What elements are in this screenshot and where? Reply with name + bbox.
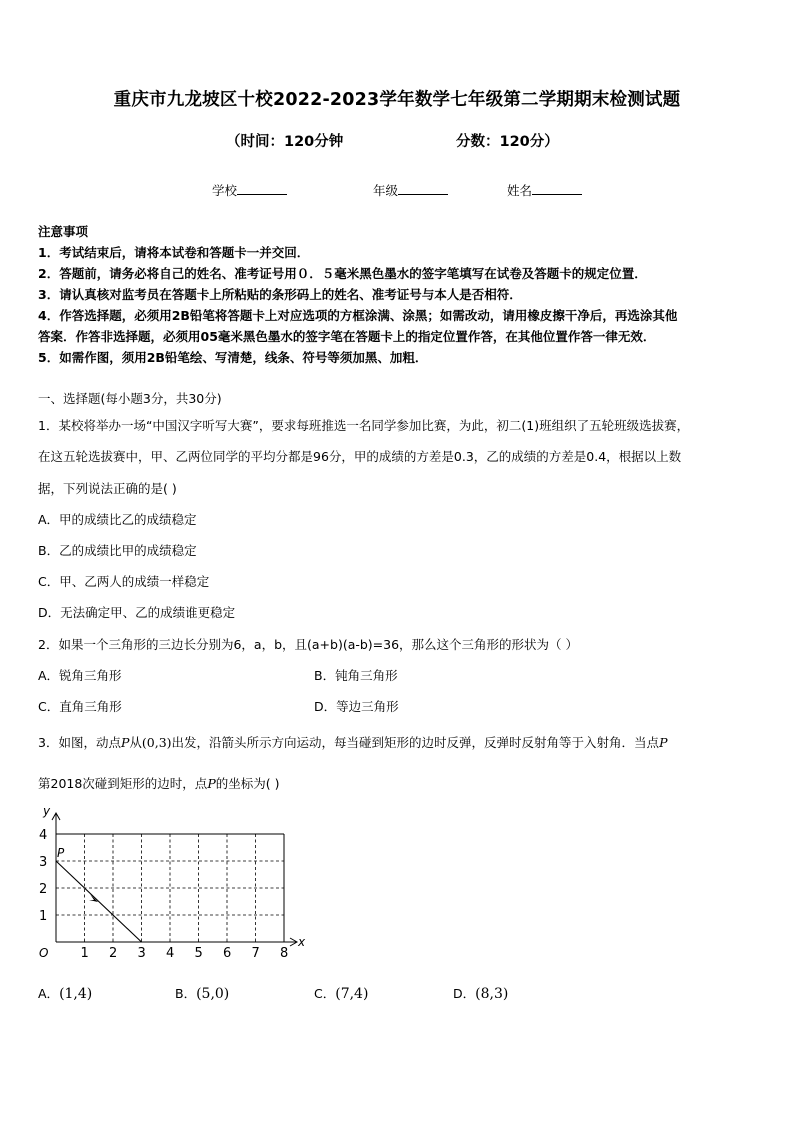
school-blank	[237, 181, 287, 195]
x-tick-label: 5	[194, 946, 203, 961]
q3-option-c	[314, 984, 368, 1002]
x-tick-label: 4	[166, 946, 175, 961]
q3-option-b	[175, 984, 229, 1002]
grid-lines	[56, 834, 284, 942]
q1-stem-line3: 据，下列说法正确的是( )	[38, 481, 177, 496]
q1-option-c: C．甲、乙两人的成绩一样稳定	[38, 574, 210, 589]
q2-stem: 2．如果一个三角形的三边长分别为6，a，b，且(a+b)(a-b)=36，那么这个三角形的形状为（ ）	[38, 637, 579, 652]
q2-option-a: A．锐角三角形	[38, 668, 122, 683]
note-item: 答案．作答非选择题，必须用05毫米黑色墨水的签字笔在答题卡上的指定位置作答，在其他位置作答一律无效．	[38, 329, 656, 344]
note-item: 1．考试结束后，请将本试卷和答题卡一并交回．	[38, 245, 310, 260]
grade-label: 年级	[373, 183, 399, 198]
school-label: 学校	[212, 183, 238, 198]
y-tick-label: 3	[39, 855, 48, 870]
x-tick-label: 8	[280, 946, 289, 961]
q2-option-d: D．等边三角形	[314, 699, 399, 714]
point-p-label: P	[57, 846, 65, 860]
notes-heading: 注意事项	[38, 224, 89, 239]
q3-option-d-value: (8,3)	[475, 986, 509, 1002]
x-tick-label: 1	[80, 946, 89, 961]
q2-option-c: C．直角三角形	[38, 699, 122, 714]
x-tick-label: 3	[137, 946, 146, 961]
q3-option-d-label: D．	[453, 986, 476, 1001]
grade-blank	[398, 181, 448, 195]
q3-option-b-value: (5,0)	[196, 986, 230, 1002]
y-axis-label: y	[43, 804, 51, 818]
name-blank	[532, 181, 582, 195]
q3-text: 出发，沿箭头所示方向运动，每当碰到矩形的边时反弹，反弹时反射角等于入射角．当点	[171, 735, 660, 750]
coordinate-grid-figure	[30, 804, 320, 964]
x-tick-label: 7	[251, 946, 260, 961]
exam-time: （时间：120分钟	[226, 134, 344, 150]
note-item: 3．请认真核对监考员在答题卡上所粘贴的条形码上的姓名、准考证号与本人是否相符．	[38, 287, 522, 302]
q3-text: 第2018次碰到矩形的边时，点	[38, 776, 208, 791]
q3-var-p: P	[120, 735, 130, 750]
name-field	[507, 181, 582, 199]
grade-field	[373, 181, 448, 199]
y-tick-label: 4	[39, 828, 48, 843]
y-tick-label: 1	[39, 909, 48, 924]
q3-text: 从	[129, 735, 142, 750]
x-axis-label: x	[298, 935, 306, 949]
name-label: 姓名	[507, 183, 533, 198]
x-tick-label: 6	[223, 946, 232, 961]
y-tick-label: 2	[39, 882, 48, 897]
q3-option-c-label: C．	[314, 986, 336, 1001]
q1-option-a: A．甲的成绩比乙的成绩稳定	[38, 512, 197, 527]
q1-stem-line1: 1．某校将举办一场“中国汉字听写大赛”，要求每班推选一名同学参加比赛，为此，初二(1)班组织了五轮班级选拔赛，	[38, 418, 690, 433]
q3-text: 的坐标为( )	[215, 776, 280, 791]
note-item: 5．如需作图，须用2B铅笔绘、写清楚，线条、符号等须加黑、加粗．	[38, 350, 428, 365]
q3-start-point: (0,3)	[141, 735, 172, 750]
q1-stem-line2: 在这五轮选拔赛中，甲、乙两位同学的平均分都是96分，甲的成绩的方差是0.3，乙的成绩的方差是0.4，根据以上数	[38, 449, 682, 464]
q3-option-d	[453, 984, 508, 1002]
q3-stem-line1	[38, 733, 667, 751]
q1-option-b: B．乙的成绩比甲的成绩稳定	[38, 543, 197, 558]
q3-option-c-value: (7,4)	[335, 986, 369, 1002]
origin-label: O	[39, 946, 49, 960]
q3-option-b-label: B．	[175, 986, 197, 1001]
q3-text: 3．如图，动点	[38, 735, 121, 750]
page-title: 重庆市九龙坡区十校2022-2023学年数学七年级第二学期期末检测试题	[113, 90, 681, 110]
q2-option-b: B．钝角三角形	[314, 668, 398, 683]
q3-option-a-value: (1,4)	[59, 986, 93, 1002]
q3-stem-line2	[38, 774, 279, 792]
section-heading: 一、选择题(每小题3分，共30分)	[38, 391, 222, 406]
note-item: 2．答题前，请务必将自己的姓名、准考证号用０．５毫米黑色墨水的签字笔填写在试卷及答题卡的规定位置．	[38, 266, 647, 281]
q3-var-p: P	[659, 735, 668, 750]
q1-option-d: D．无法确定甲、乙的成绩谁更稳定	[38, 605, 236, 620]
q3-option-a-label: A．	[38, 986, 60, 1001]
q3-option-a	[38, 984, 92, 1002]
x-tick-label: 2	[109, 946, 118, 961]
q3-var-p: P	[207, 776, 216, 791]
school-field	[212, 181, 287, 199]
note-item: 4．作答选择题，必须用2B铅笔将答题卡上对应选项的方框涂满、涂黑；如需改动，请用橡皮擦干净后，再选涂其他	[38, 308, 678, 323]
exam-score: 分数：120分）	[456, 134, 559, 150]
p-path-line	[56, 861, 142, 942]
direction-arrow-icon	[89, 894, 98, 902]
